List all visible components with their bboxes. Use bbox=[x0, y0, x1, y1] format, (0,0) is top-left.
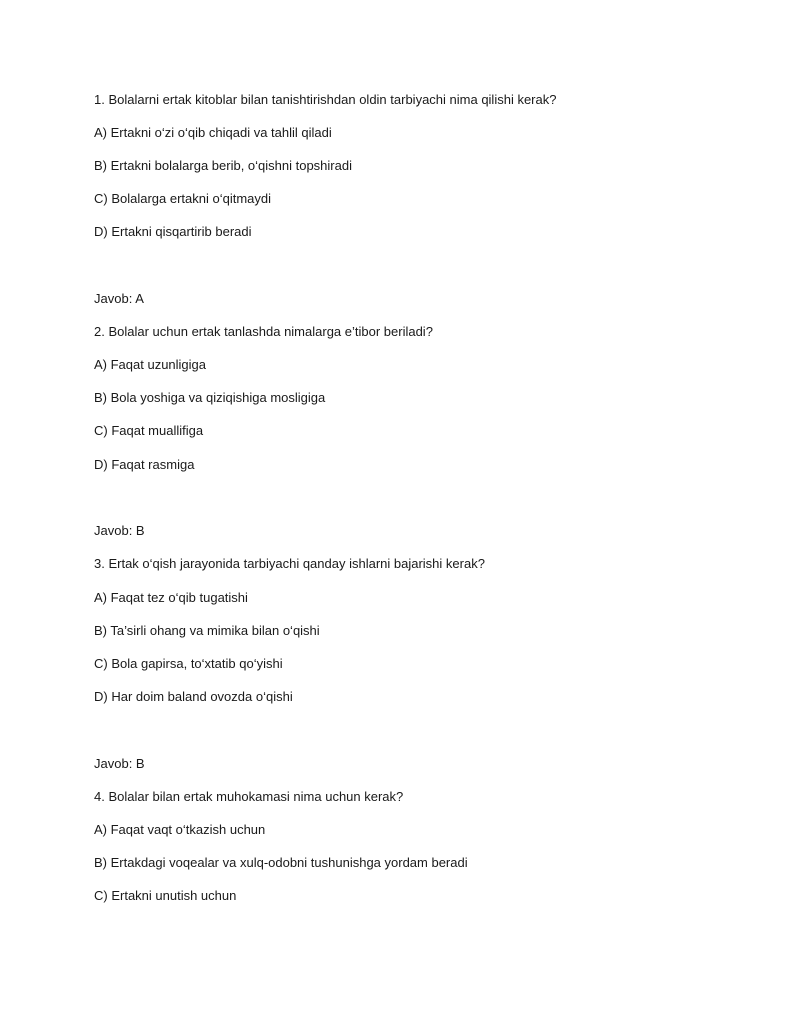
question-3-answer: Javob: B bbox=[94, 756, 145, 771]
question-4-option-a: A) Faqat vaqt o‘tkazish uchun bbox=[94, 822, 266, 837]
question-1-option-c: C) Bolalarga ertakni o‘qitmaydi bbox=[94, 191, 272, 206]
question-3-option-c: C) Bola gapirsa, to‘xtatib qo‘yishi bbox=[94, 656, 283, 671]
question-3-option-a: A) Faqat tez o‘qib tugatishi bbox=[94, 590, 248, 605]
question-2-option-b: B) Bola yoshiga va qiziqishiga mosligiga bbox=[94, 390, 326, 405]
question-4-option-b: B) Ertakdagi voqealar va xulq-odobni tushunishga yordam beradi bbox=[94, 855, 468, 870]
question-2-option-d: D) Faqat rasmiga bbox=[94, 457, 195, 472]
question-1-option-a: A) Ertakni o‘zi o‘qib chiqadi va tahlil qiladi bbox=[94, 125, 332, 140]
question-2-text: 2. Bolalar uchun ertak tanlashda nimalarga e’tibor beriladi? bbox=[94, 324, 433, 339]
question-4-text: 4. Bolalar bilan ertak muhokamasi nima uchun kerak? bbox=[94, 789, 404, 804]
question-2-answer: Javob: B bbox=[94, 523, 145, 538]
question-3-option-b: B) Ta’sirli ohang va mimika bilan o‘qishi bbox=[94, 623, 320, 638]
question-2-option-c: C) Faqat muallifiga bbox=[94, 423, 204, 438]
question-1-text: 1. Bolalarni ertak kitoblar bilan tanishtirishdan oldin tarbiyachi nima qilishi kerak? bbox=[94, 92, 557, 107]
question-1-option-b: B) Ertakni bolalarga berib, o‘qishni topshiradi bbox=[94, 158, 352, 173]
question-4-option-c: C) Ertakni unutish uchun bbox=[94, 888, 237, 903]
question-1-option-d: D) Ertakni qisqartirib beradi bbox=[94, 224, 252, 239]
question-2-option-a: A) Faqat uzunligiga bbox=[94, 357, 207, 372]
question-3-text: 3. Ertak o‘qish jarayonida tarbiyachi qanday ishlarni bajarishi kerak? bbox=[94, 556, 485, 571]
question-1-answer: Javob: A bbox=[94, 291, 144, 306]
question-3-option-d: D) Har doim baland ovozda o‘qishi bbox=[94, 689, 293, 704]
